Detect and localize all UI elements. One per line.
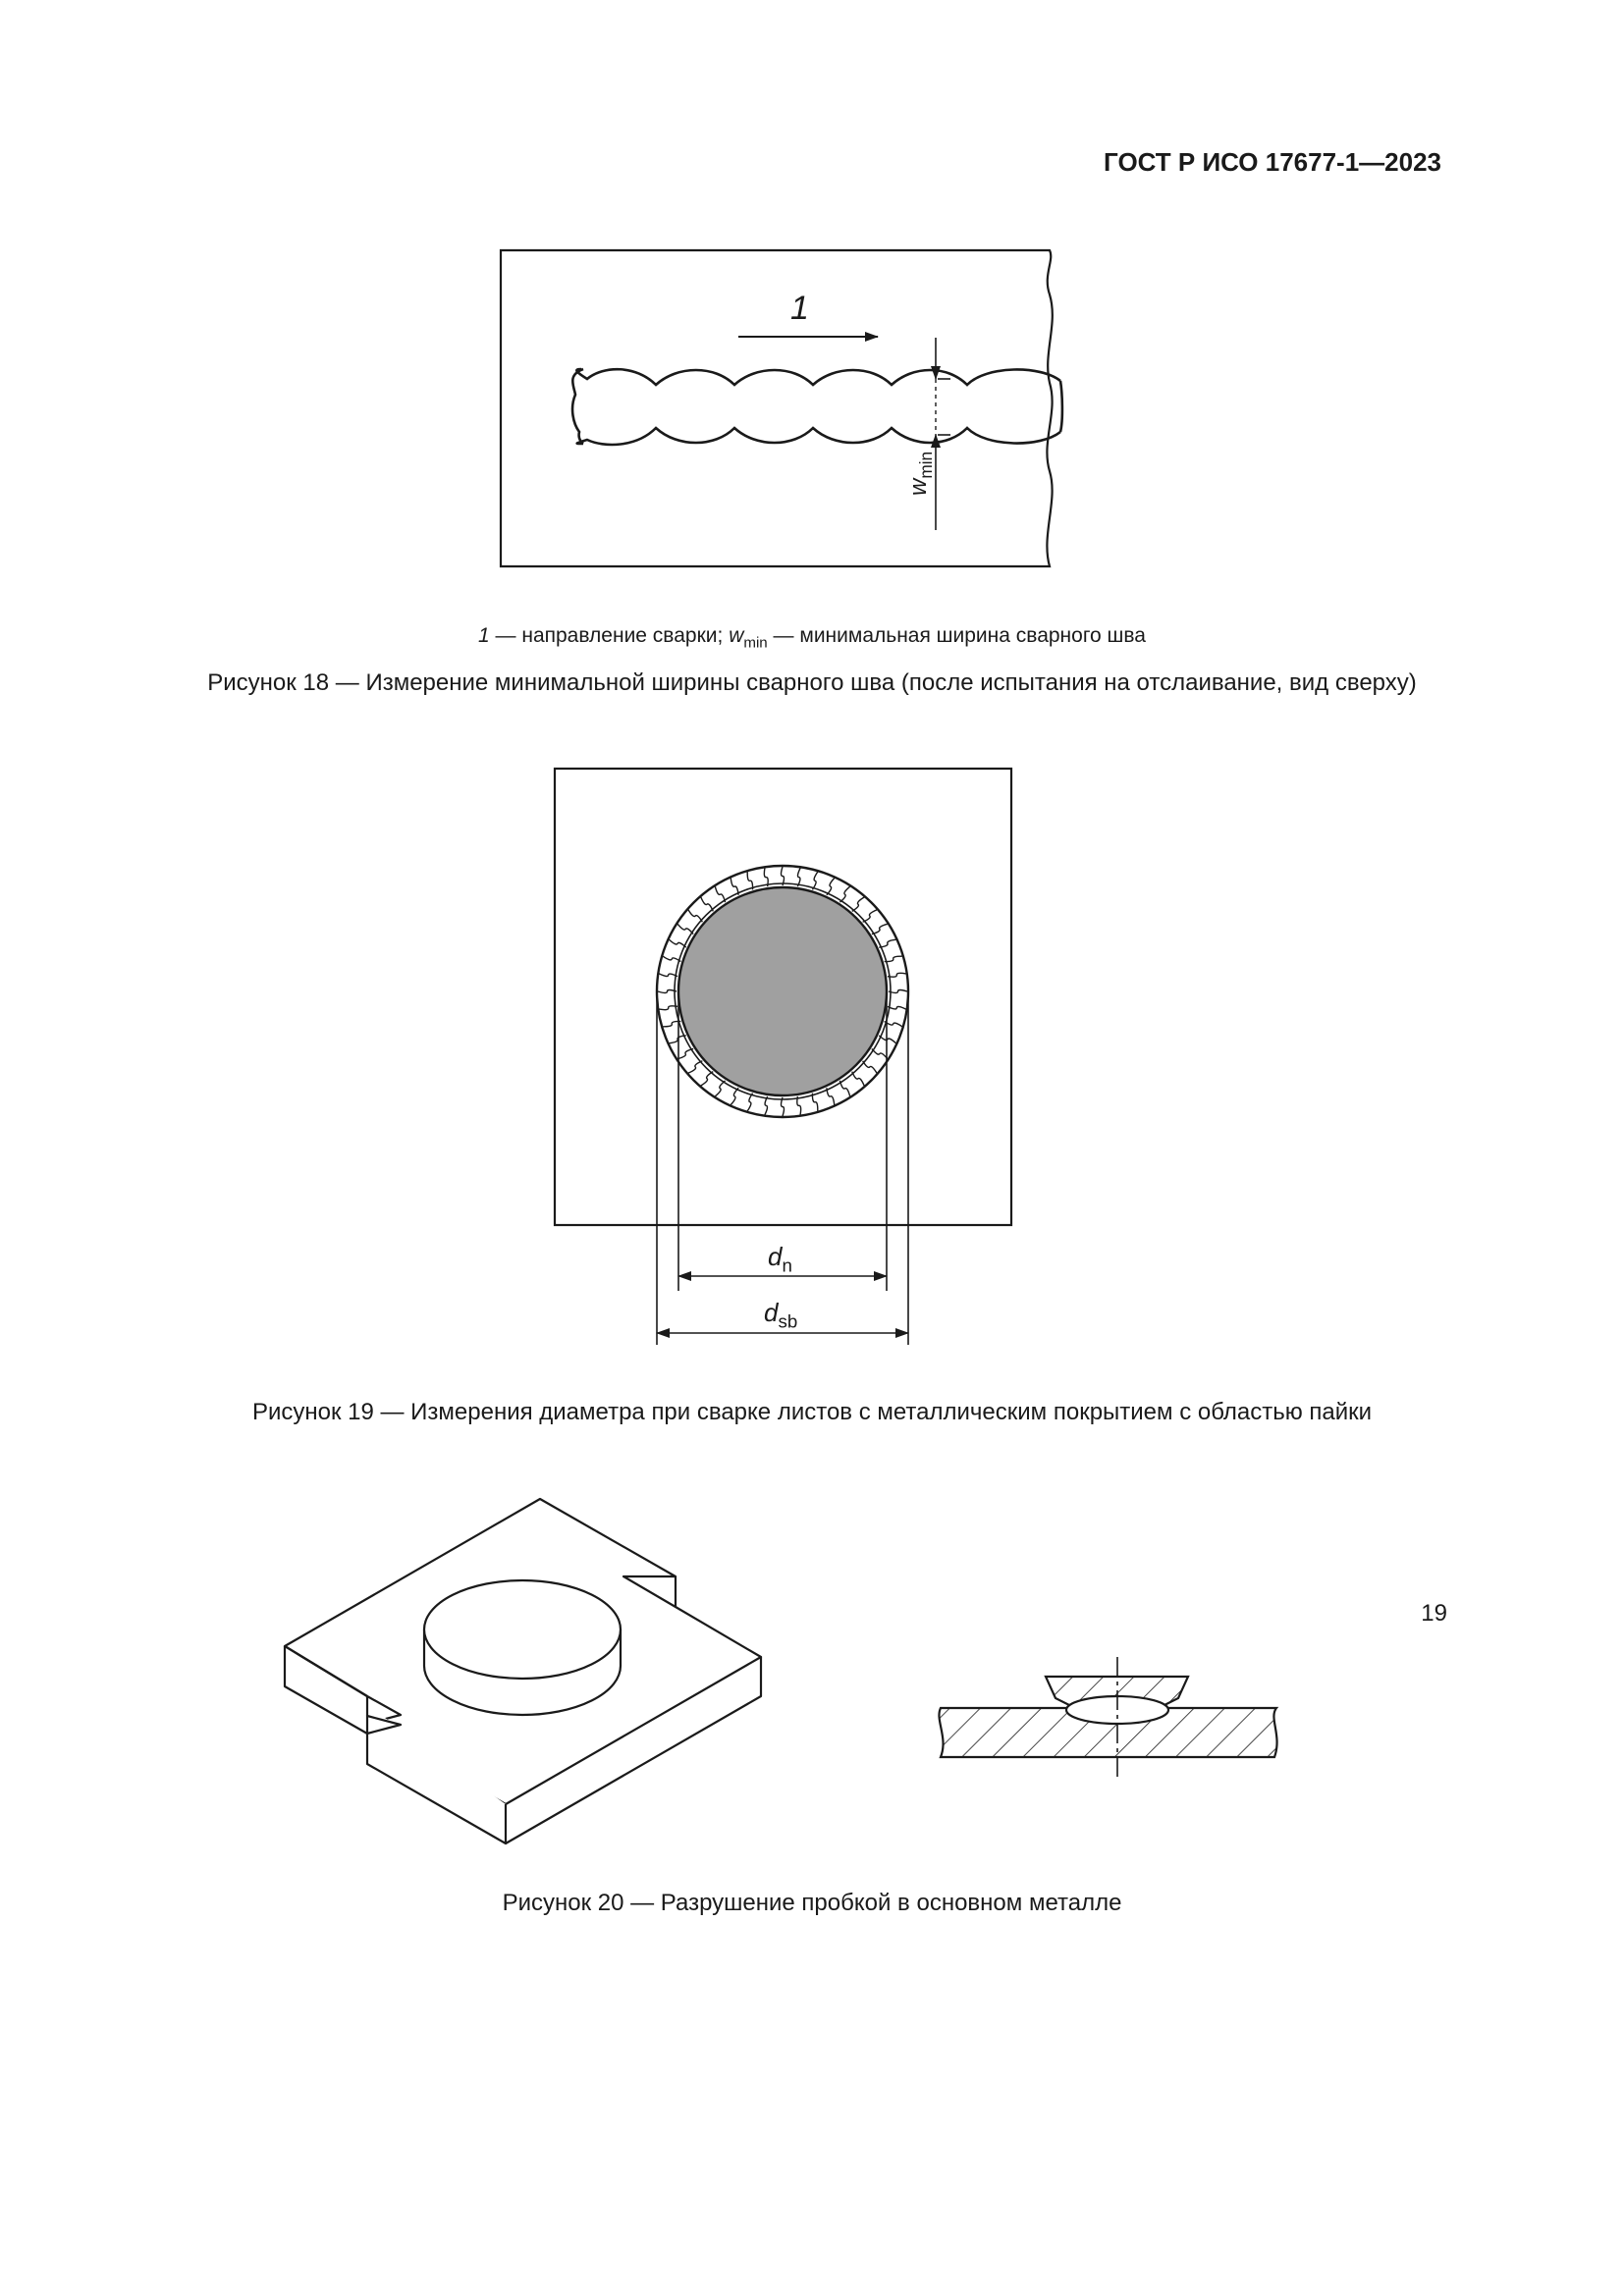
- fig18-legend-key2: w: [729, 624, 744, 647]
- fig20-cross-section: [939, 1657, 1276, 1777]
- fig19-label-dn-d: d: [768, 1242, 783, 1271]
- fig19-label-dsb-sub: sb: [778, 1310, 798, 1332]
- page-number: 19: [1421, 1600, 1447, 1627]
- fig19-label-dn-sub: n: [782, 1255, 792, 1276]
- fig19-caption: Рисунок 19 — Измерения диаметра при сварке листов с металлическим покрытием с областью пайки: [251, 1399, 1373, 1425]
- fig18-label-w: w: [905, 478, 932, 496]
- fig20-caption: Рисунок 20 — Разрушение пробкой в основном металле: [502, 1890, 1122, 1916]
- fig18-legend-key2-sub: min: [743, 634, 768, 652]
- fig18-legend-key1-text: — направление сварки;: [489, 624, 730, 647]
- fig19-label-dsb-d: d: [764, 1298, 779, 1327]
- document-header: ГОСТ Р ИСО 17677-1—2023: [1104, 147, 1441, 177]
- fig18-label-1: 1: [790, 290, 809, 327]
- fig18-legend-key2-text: — минимальная ширина сварного шва: [767, 624, 1146, 647]
- fig18-label-w-sub: min: [916, 451, 937, 479]
- fig18-caption: Рисунок 18 — Измерение минимальной ширины сварного шва (после испытания на отслаивание, вид сверху): [207, 669, 1417, 696]
- fig20-plug: [424, 1580, 621, 1715]
- fig18-legend-key1: 1: [478, 624, 490, 647]
